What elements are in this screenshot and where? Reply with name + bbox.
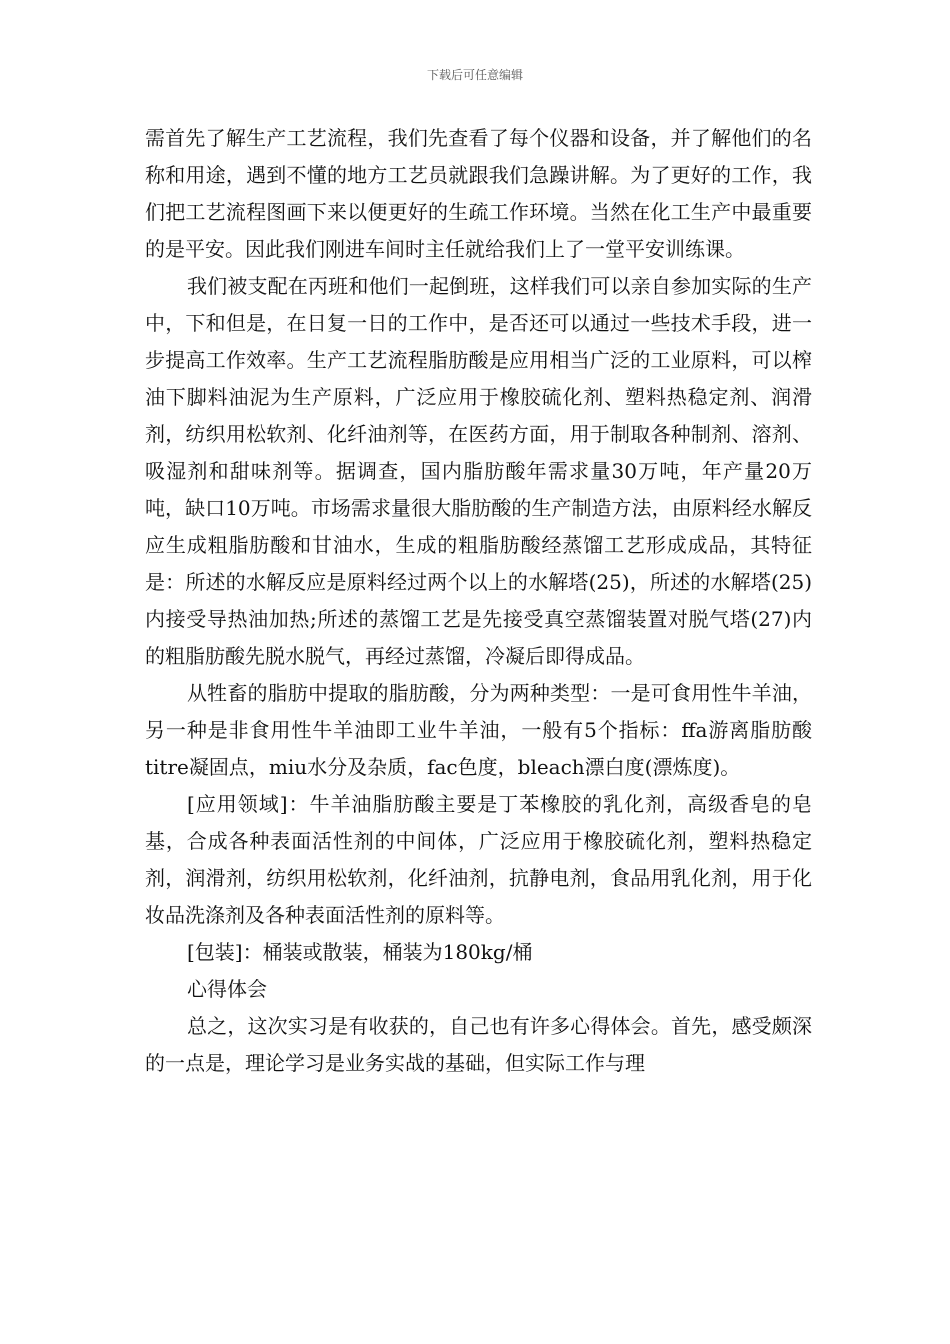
page-header: 下载后可任意编辑 bbox=[426, 68, 523, 82]
paragraph-7: 总之，这次实习是有收获的，自己也有许多心得体会。首先，感受颇深的一点是，理论学习是业务实战的基础，但实际工作与理 bbox=[145, 1014, 812, 1075]
paragraph-1: 需首先了解生产工艺流程，我们先查看了每个仪器和设备，并了解他们的名称和用途，遇到不懂的地方工艺员就跟我们急躁讲解。为了更好的工作，我们把工艺流程图画下来以便更好的生疏工作环境。当然在化工生产中最重要的是平安。因此我们刚进车间时主任就给我们上了一堂平安训练课。 bbox=[145, 126, 812, 261]
paragraph-5: [包装]：桶装或散装，桶装为180kg/桶 bbox=[187, 940, 533, 964]
paragraph-3: 从牲畜的脂肪中提取的脂肪酸，分为两种类型：一是可食用性牛羊油，另一种是非食用性牛羊油即工业牛羊油，一般有5个指标：ffa游离脂肪酸titre凝固点，miu水分及杂质，fac色度，bleach漂白度(漂炼度)。 bbox=[145, 681, 812, 779]
paragraph-2: 我们被支配在丙班和他们一起倒班，这样我们可以亲自参加实际的生产中，下和但是，在日复一日的工作中，是否还可以通过一些技术手段，进一步提高工作效率。生产工艺流程脂肪酸是应用相当广泛的工业原料，可以榨油下脚料油泥为生产原料，广泛应用于橡胶硫化剂、塑料热稳定剂、润滑剂，纺织用松软剂、化纤油剂等，在医药方面，用于制取各种制剂、溶剂、吸湿剂和甜味剂等。据调查，国内脂肪酸年需求量30万吨，年产量20万吨，缺口10万吨。市场需求量很大脂肪酸的生产制造方法，由原料经水解反应生成粗脂肪酸和甘油水，生成的粗脂肪酸经蒸馏工艺形成成品，其特征是：所述的水解反应是原料经过两个以上的水解塔(25)，所述的水解塔(25)内接受导热油加热;所述的蒸馏工艺是先接受真空蒸馏装置对脱气塔(27)内的粗脂肪酸先脱水脱气，再经过蒸馏，冷凝后即得成品。 bbox=[145, 274, 812, 668]
section-heading: 心得体会 bbox=[187, 977, 267, 1001]
paragraph-4: [应用领域]：牛羊油脂肪酸主要是丁苯橡胶的乳化剂，高级香皂的皂基，合成各种表面活性剂的中间体，广泛应用于橡胶硫化剂，塑料热稳定剂，润滑剂，纺织用松软剂，化纤油剂，抗静电剂，食品用乳化剂，用于化妆品洗涤剂及各种表面活性剂的原料等。 bbox=[145, 792, 812, 927]
document-body bbox=[145, 120, 812, 1082]
